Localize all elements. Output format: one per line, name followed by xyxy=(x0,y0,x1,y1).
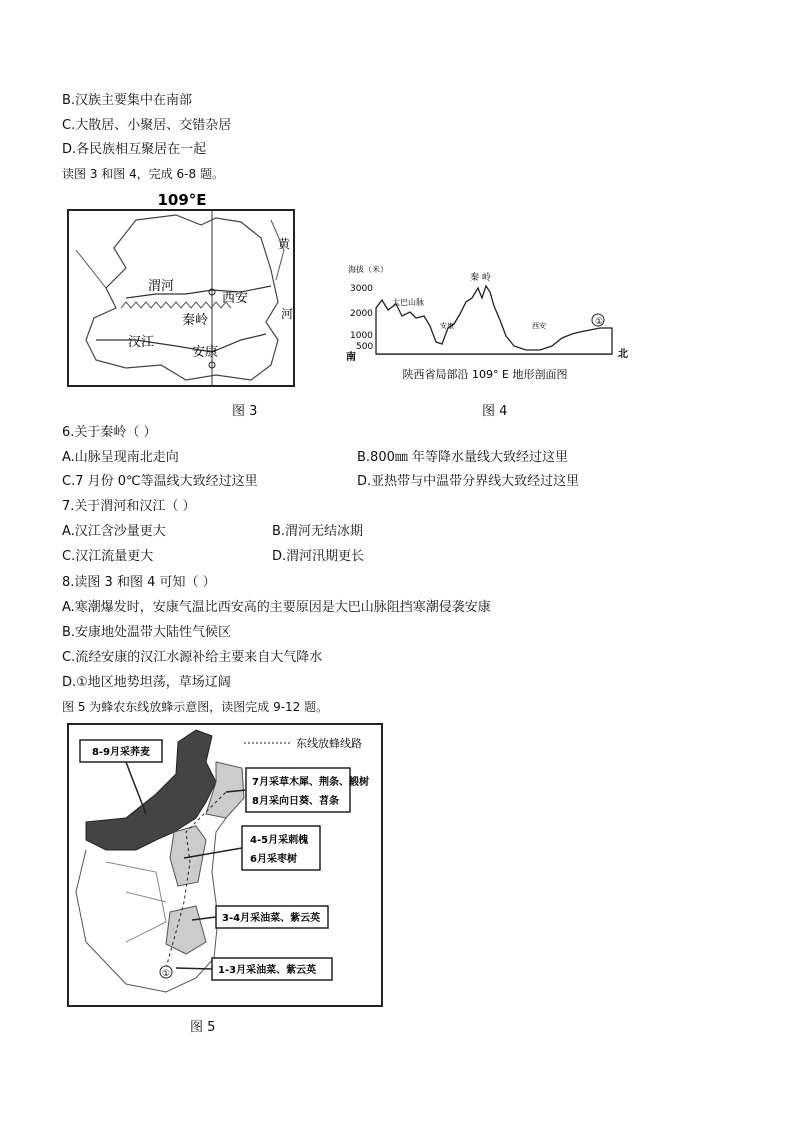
hanjiang-label: 汉江 xyxy=(128,335,155,350)
intro-9-12: 图 5 为蜂农东线放蜂示意图，读图完成 9-12 题。 xyxy=(62,700,329,714)
north-label: 北 xyxy=(618,349,628,360)
box-3b-label: 6月采枣树 xyxy=(250,854,297,865)
figure-5-map xyxy=(66,722,384,1008)
elevation-axis-label: 海拔（米） xyxy=(348,265,388,274)
box-2a-label: 7月采草木犀、荆条、椴树 xyxy=(252,777,369,788)
he-label: 河 xyxy=(281,307,294,321)
qinling-peak-label: 秦 岭 xyxy=(470,273,491,283)
question-7: 7.关于渭河和汉江（ ） xyxy=(62,499,196,514)
box-5-label: 1-3月采油菜、紫云英 xyxy=(218,965,317,976)
q7-option-c: C.汉江流量更大 xyxy=(62,549,154,564)
option-b5: B.汉族主要集中在南部 xyxy=(62,93,193,108)
option-c5: C.大散居、小聚居、交错杂居 xyxy=(62,118,232,133)
question-8: 8.读图 3 和图 4 可知（ ） xyxy=(62,575,216,590)
svg-text:1000: 1000 xyxy=(350,331,373,341)
q7-option-d: D.渭河汛期更长 xyxy=(272,549,365,564)
svg-text:3000: 3000 xyxy=(350,284,373,294)
q6-option-a: A.山脉呈现南北走向 xyxy=(62,450,179,465)
legend-label: 东线放蜂线路 xyxy=(296,737,362,750)
box-1-label: 8-9月采荞麦 xyxy=(91,747,151,758)
question-6: 6.关于秦岭（ ） xyxy=(62,425,157,440)
dabashan-label: 大巴山脉 xyxy=(392,298,424,307)
fig5-point-1: ① xyxy=(162,969,171,979)
qinling-label: 秦岭 xyxy=(182,313,209,328)
xian-profile-label: 西安 xyxy=(532,322,546,330)
figure-4-profile xyxy=(340,258,640,386)
q8-option-a: A.寒潮爆发时，安康气温比西安高的主要原因是大巴山脉阻挡寒潮侵袭安康 xyxy=(62,600,491,615)
box-3a-label: 4-5月采刺槐 xyxy=(250,835,309,846)
svg-text:500: 500 xyxy=(356,342,374,352)
q6-option-c: C.7 月份 0℃等温线大致经过这里 xyxy=(62,474,258,489)
q6-option-d: D.亚热带与中温带分界线大致经过这里 xyxy=(357,474,580,489)
q8-option-c: C.流经安康的汉江水源补给主要来自大气降水 xyxy=(62,650,323,665)
q7-option-b: B.渭河无结冰期 xyxy=(272,524,364,539)
q7-option-a: A.汉江含沙量更大 xyxy=(62,524,166,539)
point-1-label: ① xyxy=(595,317,604,327)
intro-6-8: 读图 3 和图 4，完成 6-8 题。 xyxy=(62,167,224,181)
q8-option-b: B.安康地处温带大陆性气候区 xyxy=(62,625,232,640)
q6-option-b: B.800㎜ 年等降水量线大致经过这里 xyxy=(357,450,568,465)
xian-label: 西安 xyxy=(222,291,249,306)
south-label: 南 xyxy=(346,352,356,363)
figure-4-caption: 图 4 xyxy=(482,404,508,419)
profile-title: 陕西省局部沿 109° E 地形剖面图 xyxy=(402,368,568,381)
option-d5: D.各民族相互聚居在一起 xyxy=(62,142,207,157)
ankang-profile-label: 安康 xyxy=(440,322,454,330)
q8-option-d: D.①地区地势坦荡，草场辽阔 xyxy=(62,675,231,690)
meridian-label: 109°E xyxy=(157,191,207,209)
svg-text:2000: 2000 xyxy=(350,309,373,319)
weihe-label: 渭河 xyxy=(148,279,175,294)
ankang-label: 安康 xyxy=(192,345,219,360)
figure-5-caption: 图 5 xyxy=(190,1020,216,1035)
box-2b-label: 8月采向日葵、苕条 xyxy=(252,796,339,807)
figure-3-caption: 图 3 xyxy=(232,404,258,419)
huang-label: 黄 xyxy=(278,237,291,251)
figure-3-map xyxy=(66,190,298,390)
box-4-label: 3-4月采油菜、紫云英 xyxy=(222,913,321,924)
